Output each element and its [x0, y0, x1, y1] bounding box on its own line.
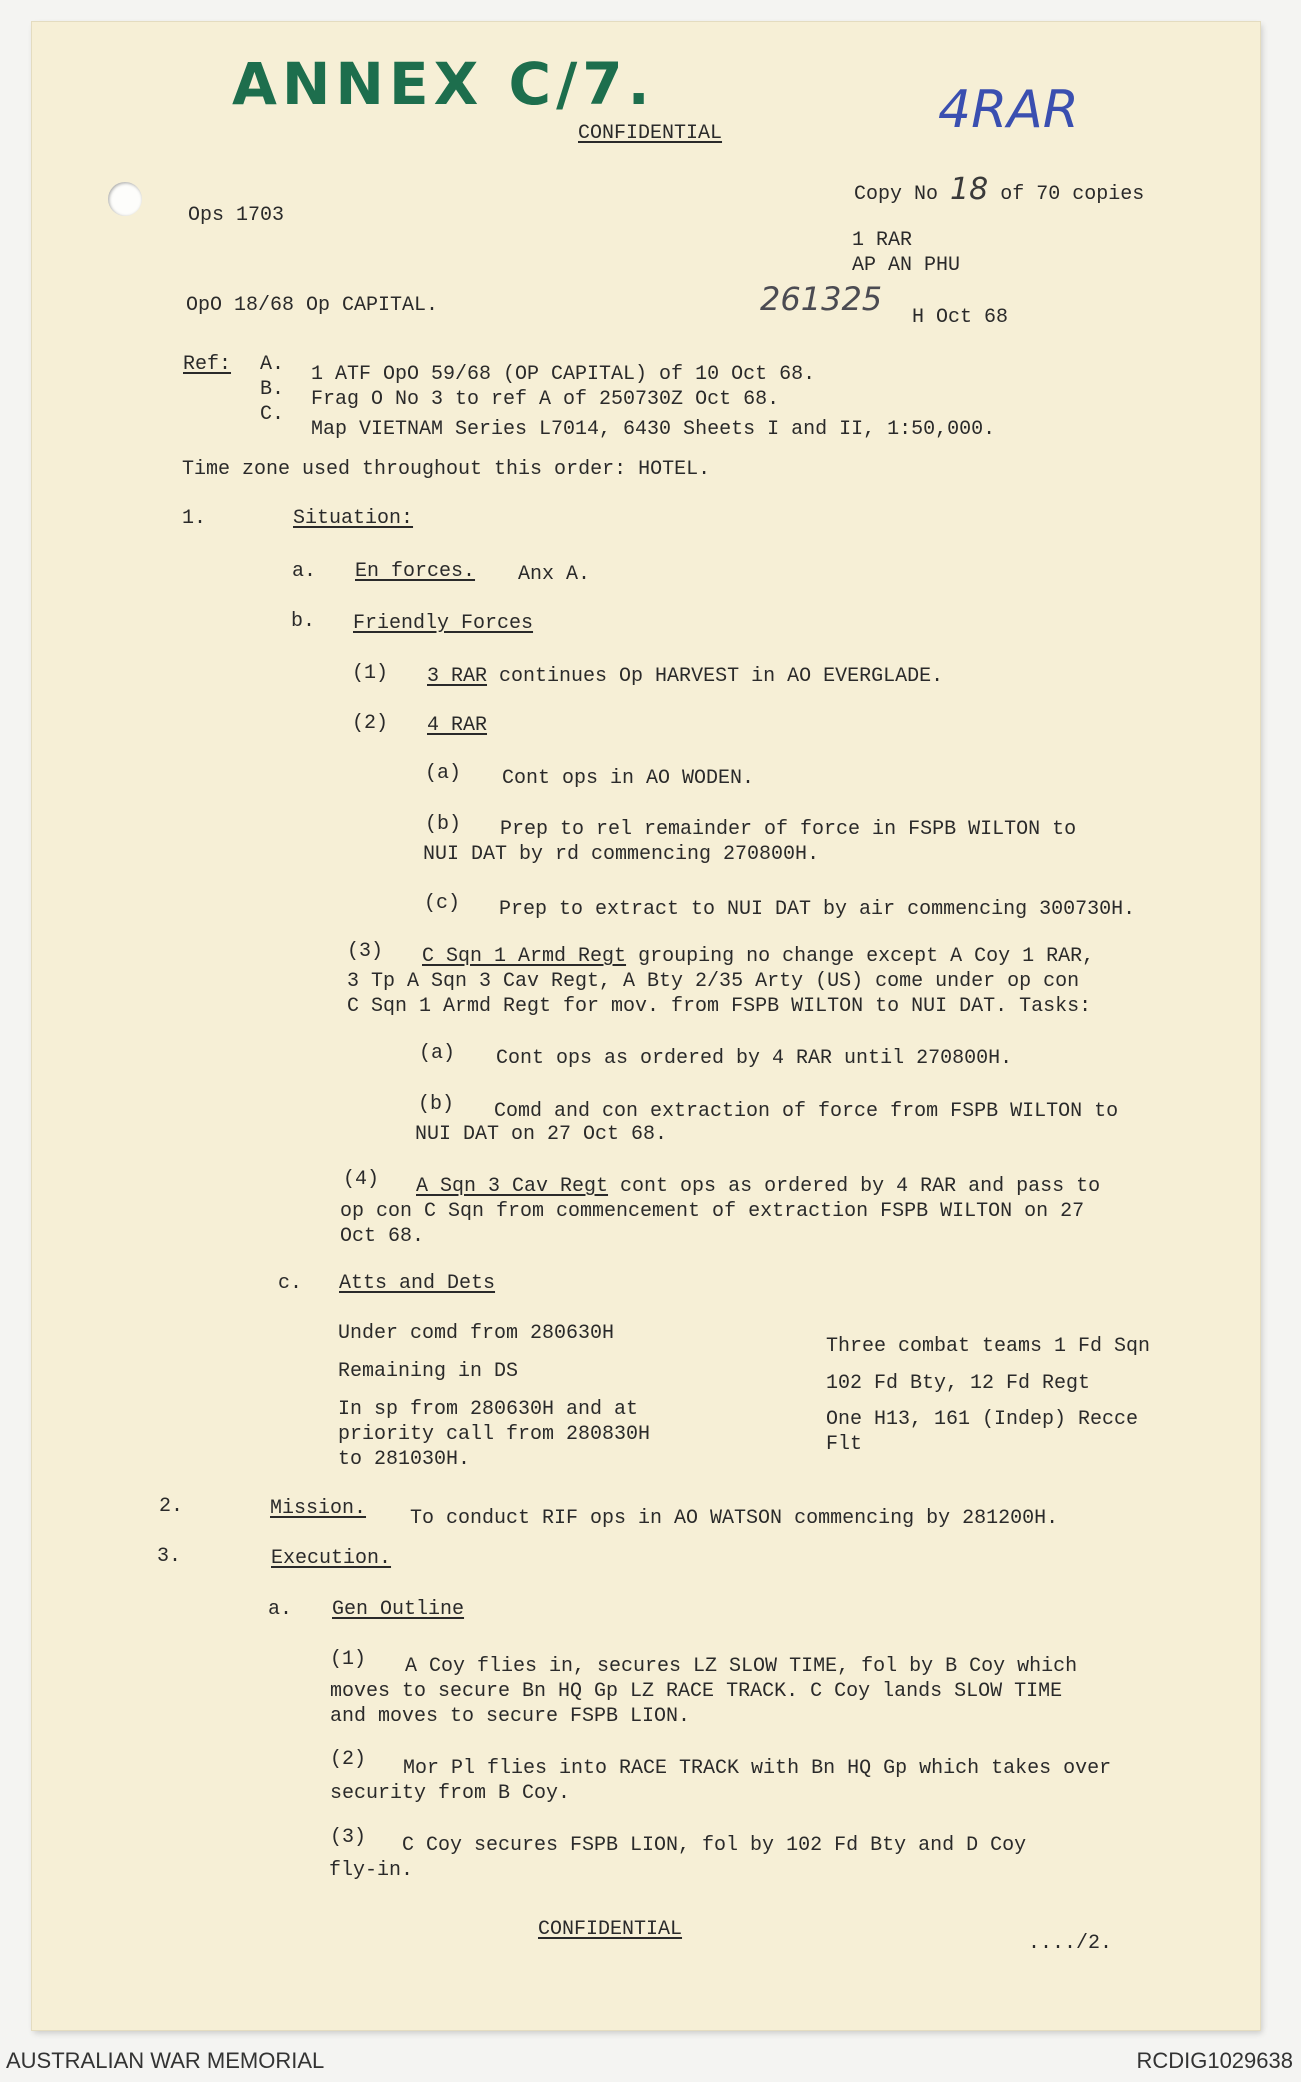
atts-row-3-right: One H13, 161 (Indep) Recce	[826, 1408, 1139, 1431]
para-b3-line2: 3 Tp A Sqn 3 Cav Regt, A Bty 2/35 Arty (US) come under op con	[347, 970, 1080, 993]
atts-row-4-right: Flt	[826, 1433, 863, 1456]
atts-row-2-left: Remaining in DS	[338, 1360, 519, 1383]
para-b2a-number: (a)	[425, 762, 462, 785]
para-b2c-number: (c)	[424, 892, 461, 915]
atts-row-1-left: Under comd from 280630H	[338, 1322, 615, 1345]
para-b2-number: (2)	[352, 712, 389, 735]
classification-header: CONFIDENTIAL	[578, 122, 723, 145]
archive-catalogue-id: RCDIG1029638	[1136, 2048, 1293, 2073]
ops-reference: Ops 1703	[188, 204, 285, 227]
para-b3-line1: C Sqn 1 Armd Regt grouping no change except A Coy 1 RAR,	[422, 945, 1095, 968]
para-b1-number: (1)	[352, 662, 389, 685]
reference-text-c: Map VIETNAM Series L7014, 6430 Sheets I and II, 1:50,000.	[311, 418, 996, 441]
gen-outline-heading: Gen Outline	[332, 1598, 465, 1621]
para-b2-heading: 4 RAR	[427, 714, 488, 737]
para-b3a-text: Cont ops as ordered by 4 RAR until 270800H.	[496, 1047, 1013, 1070]
para-b1: 3 RAR continues Op HARVEST in AO EVERGLADE.	[427, 665, 944, 688]
enemy-forces-text: Anx A.	[518, 563, 591, 586]
situation-heading: Situation:	[293, 507, 414, 530]
copy-line: Copy No 18 of 70 copies	[854, 172, 1145, 207]
para-b2c-text: Prep to extract to NUI DAT by air commencing 300730H.	[499, 898, 1136, 921]
para-b4-line3: Oct 68.	[340, 1225, 425, 1248]
para-3a1-line1: A Coy flies in, secures LZ SLOW TIME, fol by B Coy which	[405, 1655, 1078, 1678]
para-b3b-line2: NUI DAT on 27 Oct 68.	[415, 1123, 668, 1146]
atts-row-4-left: priority call from 280830H	[338, 1423, 651, 1446]
para-3a1-number: (1)	[330, 1648, 367, 1671]
para-b3-number: (3)	[347, 940, 384, 963]
handwritten-unit-note: 4RAR	[938, 80, 1079, 140]
para-3a1-line2: moves to secure Bn HQ Gp LZ RACE TRACK. C Coy lands SLOW TIME	[330, 1680, 1063, 1703]
reference-text-b: Frag O No 3 to ref A of 250730Z Oct 68.	[311, 388, 780, 411]
para-3a2-line1: Mor Pl flies into RACE TRACK with Bn HQ Gp which takes over	[403, 1757, 1112, 1780]
order-title: OpO 18/68 Op CAPITAL.	[186, 294, 439, 317]
para-3a1-line3: and moves to secure FSPB LION.	[330, 1705, 691, 1728]
para-b2a-text: Cont ops in AO WODEN.	[502, 767, 755, 790]
para-3a3-line1: C Coy secures FSPB LION, fol by 102 Fd Bty and D Coy	[402, 1834, 1027, 1857]
reference-text-a: 1 ATF OpO 59/68 (OP CAPITAL) of 10 Oct 68.	[311, 363, 816, 386]
para-b4-line1: A Sqn 3 Cav Regt cont ops as ordered by 4 RAR and pass to	[416, 1175, 1101, 1198]
reference-id-c: C.	[260, 403, 285, 426]
para-3a2-line2: security from B Coy.	[330, 1782, 571, 1805]
para-b2b-number: (b)	[425, 813, 462, 836]
punch-hole	[108, 182, 142, 216]
unit-location: AP AN PHU	[852, 254, 961, 277]
mission-text: To conduct RIF ops in AO WATSON commencing by 281200H.	[410, 1507, 1059, 1530]
para-b4-line2: op con C Sqn from commencement of extraction FSPB WILTON on 27	[340, 1200, 1085, 1223]
para-3a3-line2: fly-in.	[329, 1859, 414, 1882]
classification-footer: CONFIDENTIAL	[538, 1918, 683, 1941]
para-b2b-line1: Prep to rel remainder of force in FSPB WILTON to	[500, 818, 1077, 841]
para-b3b-line1: Comd and con extraction of force from FSPB WILTON to	[494, 1100, 1119, 1123]
mission-heading: Mission.	[270, 1497, 367, 1520]
atts-row-5-left: to 281030H.	[338, 1448, 471, 1471]
atts-dets-heading: Atts and Dets	[339, 1272, 496, 1295]
unit-name: 1 RAR	[852, 229, 913, 252]
archive-institution: AUSTRALIAN WAR MEMORIAL	[6, 2048, 325, 2073]
reference-id-b: B.	[260, 378, 285, 401]
para-3a2-number: (2)	[330, 1748, 367, 1771]
para-b3a-number: (a)	[419, 1042, 456, 1065]
execution-a-number: a.	[268, 1598, 293, 1621]
section-number-3: 3.	[157, 1545, 182, 1568]
para-b2b-line2: NUI DAT by rd commencing 270800H.	[423, 843, 820, 866]
para-b4-number: (4)	[343, 1168, 380, 1191]
situation-c-number: c.	[278, 1272, 303, 1295]
continuation-marker: ..../2.	[1028, 1932, 1113, 1955]
reference-id-a: A.	[260, 353, 285, 376]
references-label: Ref:	[183, 353, 232, 376]
para-b3b-number: (b)	[418, 1093, 455, 1116]
handwritten-annex-label: ANNEX C/7.	[232, 50, 655, 118]
section-number-2: 2.	[159, 1495, 184, 1518]
atts-row-3-left: In sp from 280630H and at	[338, 1398, 639, 1421]
para-b3-line3: C Sqn 1 Armd Regt for mov. from FSPB WILTON to NUI DAT. Tasks:	[347, 995, 1092, 1018]
section-number-1: 1.	[182, 507, 207, 530]
situation-b-number: b.	[291, 610, 316, 633]
time-zone-line: Time zone used throughout this order: HOTEL.	[182, 458, 711, 481]
para-3a3-number: (3)	[330, 1826, 367, 1849]
order-dtg-suffix: H Oct 68	[912, 306, 1009, 329]
handwritten-copy-number: 18	[950, 172, 989, 207]
situation-a-number: a.	[292, 560, 317, 583]
execution-heading: Execution.	[271, 1547, 392, 1570]
atts-row-2-right: 102 Fd Bty, 12 Fd Regt	[826, 1372, 1091, 1395]
atts-row-1-right: Three combat teams 1 Fd Sqn	[826, 1335, 1151, 1358]
friendly-forces-heading: Friendly Forces	[353, 612, 534, 635]
handwritten-dtg: 261325	[760, 280, 883, 318]
enemy-forces-heading: En forces.	[355, 560, 476, 583]
